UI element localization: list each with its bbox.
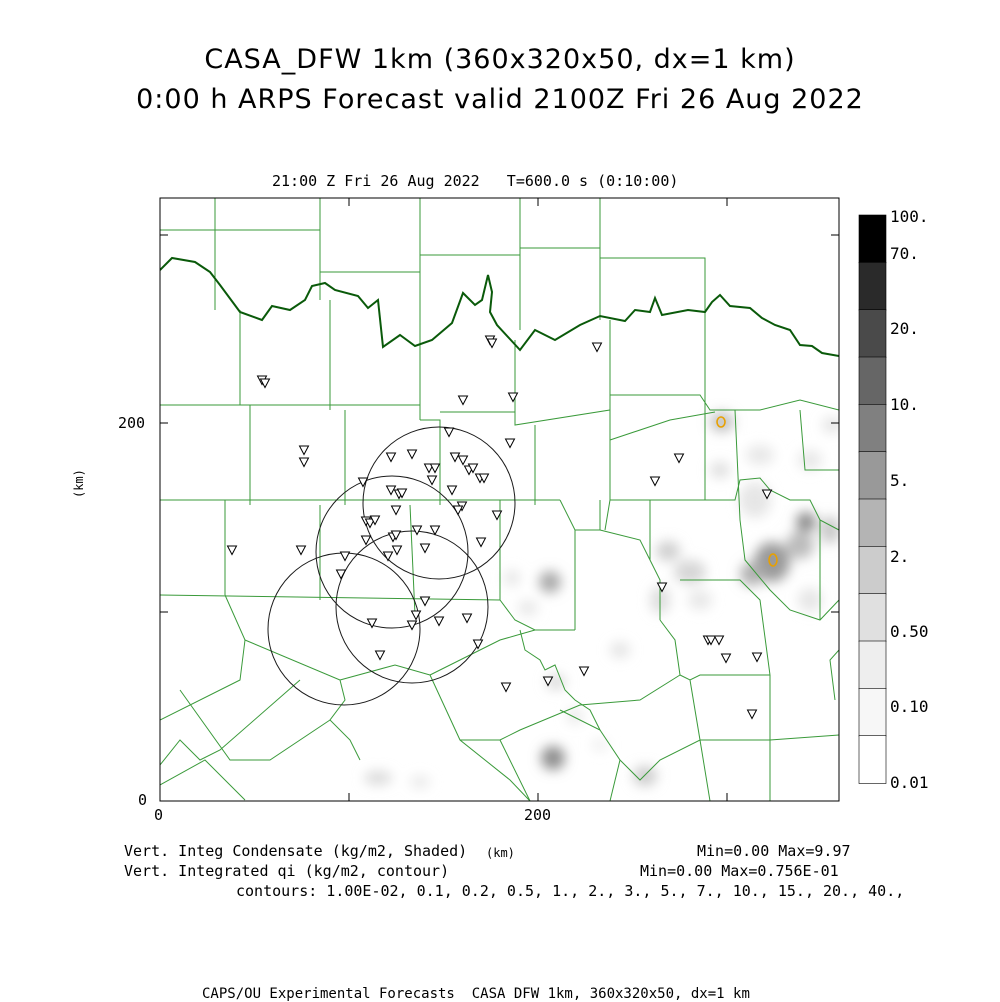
station-marker <box>431 464 440 473</box>
station-marker <box>506 439 515 448</box>
station-marker <box>463 614 472 623</box>
station-marker <box>502 683 511 692</box>
station-marker <box>408 450 417 459</box>
colorbar-swatch <box>859 452 886 500</box>
station-marker <box>651 477 660 486</box>
station-marker <box>459 396 468 405</box>
y-tick-200: 200 <box>118 414 146 432</box>
station-marker <box>413 526 422 535</box>
colorbar-swatch <box>859 546 886 594</box>
station-marker <box>300 458 309 467</box>
y-tick-0: 0 <box>138 791 148 809</box>
field2-range: Min=0.00 Max=0.756E-01 <box>640 862 839 880</box>
x-tick-200: 200 <box>524 806 552 824</box>
colorbar-swatch <box>859 688 886 736</box>
colorbar-label: 10. <box>890 395 919 414</box>
station-marker <box>421 597 430 606</box>
station-marker <box>337 570 346 579</box>
station-marker <box>435 617 444 626</box>
colorbar-swatch <box>859 499 886 547</box>
radar-range-rings <box>268 427 515 705</box>
station-marker <box>362 536 371 545</box>
station-marker <box>722 654 731 663</box>
station-marker <box>715 636 724 645</box>
station-marker <box>451 453 460 462</box>
station-marker <box>228 546 237 555</box>
colorbar-swatch <box>859 641 886 689</box>
station-marker <box>477 538 486 547</box>
colorbar-label: 0.01 <box>890 773 929 792</box>
field1-name: Vert. Integ Condensate (kg/m2, Shaded) <box>124 842 468 860</box>
station-marker <box>297 546 306 555</box>
colorbar-label: 100. <box>890 207 929 226</box>
x-axis-unit: (km) <box>486 846 515 860</box>
station-marker <box>408 621 417 630</box>
station-marker <box>428 476 437 485</box>
colorbar-label: 70. <box>890 244 919 263</box>
colorbar-swatch <box>859 262 886 310</box>
station-marker <box>753 653 762 662</box>
station-marker <box>593 343 602 352</box>
station-marker <box>445 428 454 437</box>
contour-levels: contours: 1.00E-02, 0.1, 0.2, 0.5, 1., 2., 3., 5., 7., 10., 15., 20., 40., <box>236 882 905 900</box>
station-marker <box>341 552 350 561</box>
colorbar-label: 20. <box>890 319 919 338</box>
colorbar-swatch <box>859 736 886 784</box>
station-marker <box>387 453 396 462</box>
station-marker <box>459 456 468 465</box>
colorbar-label: 2. <box>890 547 910 566</box>
station-marker <box>580 667 589 676</box>
colorbar-swatch <box>859 310 886 358</box>
red-river <box>160 258 839 356</box>
station-marker <box>376 651 385 660</box>
station-marker <box>421 544 430 553</box>
colorbar-label: 0.50 <box>890 622 929 641</box>
field2-name: Vert. Integrated qi (kg/m2, contour) <box>124 862 450 880</box>
x-tick-0: 0 <box>154 806 164 824</box>
title-line-2: 0:00 h ARPS Forecast valid 2100Z Fri 26 Aug 2022 <box>136 84 864 115</box>
station-marker <box>454 506 463 515</box>
station-marker <box>509 393 518 402</box>
valid-time-label: 21:00 Z Fri 26 Aug 2022 T=600.0 s (0:10:00) <box>272 172 679 190</box>
station-marker <box>675 454 684 463</box>
field1-range: Min=0.00 Max=9.97 <box>697 842 851 860</box>
colorbar-swatch <box>859 357 886 405</box>
title-line-1: CASA_DFW 1km (360x320x50, dx=1 km) <box>204 44 796 75</box>
station-marker <box>448 486 457 495</box>
y-axis-unit: (km) <box>72 469 86 498</box>
county-boundaries <box>160 198 839 801</box>
colorbar-swatch <box>859 594 886 642</box>
colorbar-label: 0.10 <box>890 697 929 716</box>
station-marker <box>392 506 401 515</box>
station-marker <box>393 546 402 555</box>
station-marker <box>748 710 757 719</box>
station-marker <box>300 446 309 455</box>
credit-line: CAPS/OU Experimental Forecasts CASA DFW 1km, 360x320x50, dx=1 km <box>202 986 750 1002</box>
colorbar-label: 5. <box>890 471 910 490</box>
colorbar <box>859 215 886 784</box>
colorbar-swatch <box>859 215 886 263</box>
colorbar-swatch <box>859 404 886 452</box>
station-marker <box>474 640 483 649</box>
